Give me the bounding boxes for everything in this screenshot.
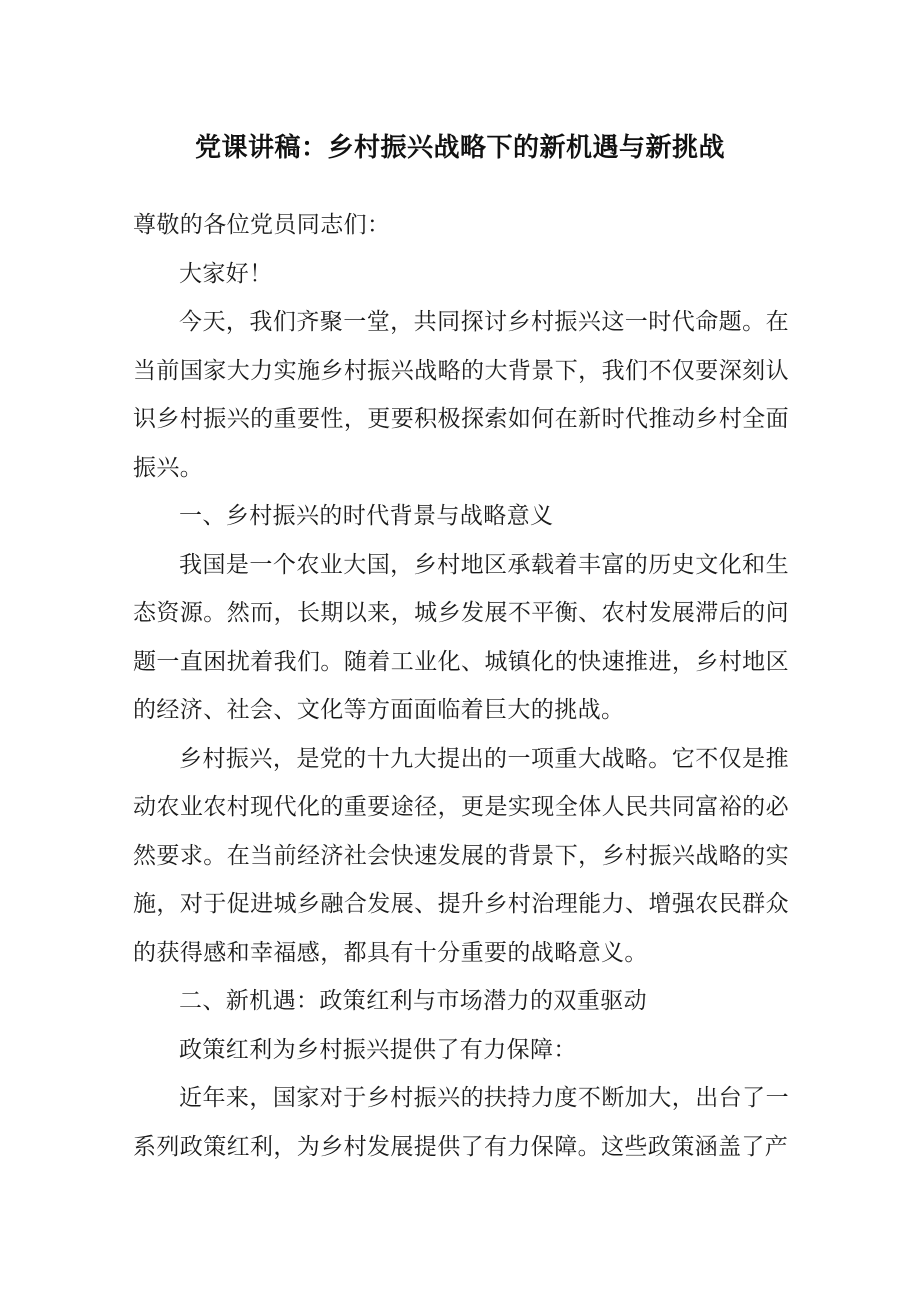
subheading-paragraph: 政策红利为乡村振兴提供了有力保障： — [179, 1036, 577, 1063]
body-paragraph: 乡村振兴，是党的十九大提出的一项重大战略。它不仅是推动农业农村现代化的重要途径，更是实现全体人民共同富裕的必然要求。在当前经济社会快速发展的背景下，乡村振兴战略的实施，对于促进城乡融合发展、提升乡村治理能力、增强农民群众的获得感和幸福感，都具有十分重要的战略意义。 — [133, 745, 789, 966]
body-paragraph: 近年来，国家对于乡村振兴的扶持力度不断加大，出台了一系列政策红利，为乡村发展提供了有力保障。这些政策涵盖了产 — [133, 1085, 789, 1160]
salutation-paragraph: 尊敬的各位党员同志们： — [133, 212, 391, 238]
intro-paragraph: 今天，我们齐聚一堂，共同探讨乡村振兴这一时代命题。在当前国家大力实施乡村振兴战略的大背景下，我们不仅要深刻认识乡村振兴的重要性，更要积极探索如何在新时代推动乡村全面振兴。 — [133, 309, 789, 481]
body-paragraph: 我国是一个农业大国，乡村地区承载着丰富的历史文化和生态资源。然而，长期以来，城乡发展不平衡、农村发展滞后的问题一直困扰着我们。随着工业化、城镇化的快速推进，乡村地区的经济、社会、文化等方面面临着巨大的挑战。 — [133, 551, 789, 723]
greeting-paragraph: 大家好！ — [179, 260, 273, 287]
section-heading-2: 二、新机遇：政策红利与市场潜力的双重驱动 — [179, 988, 647, 1014]
document-body — [133, 201, 789, 1171]
section-heading-1: 一、乡村振兴的时代背景与战略意义 — [179, 503, 554, 529]
document-title: 党课讲稿：乡村振兴战略下的新机遇与新挑战 — [194, 133, 725, 163]
